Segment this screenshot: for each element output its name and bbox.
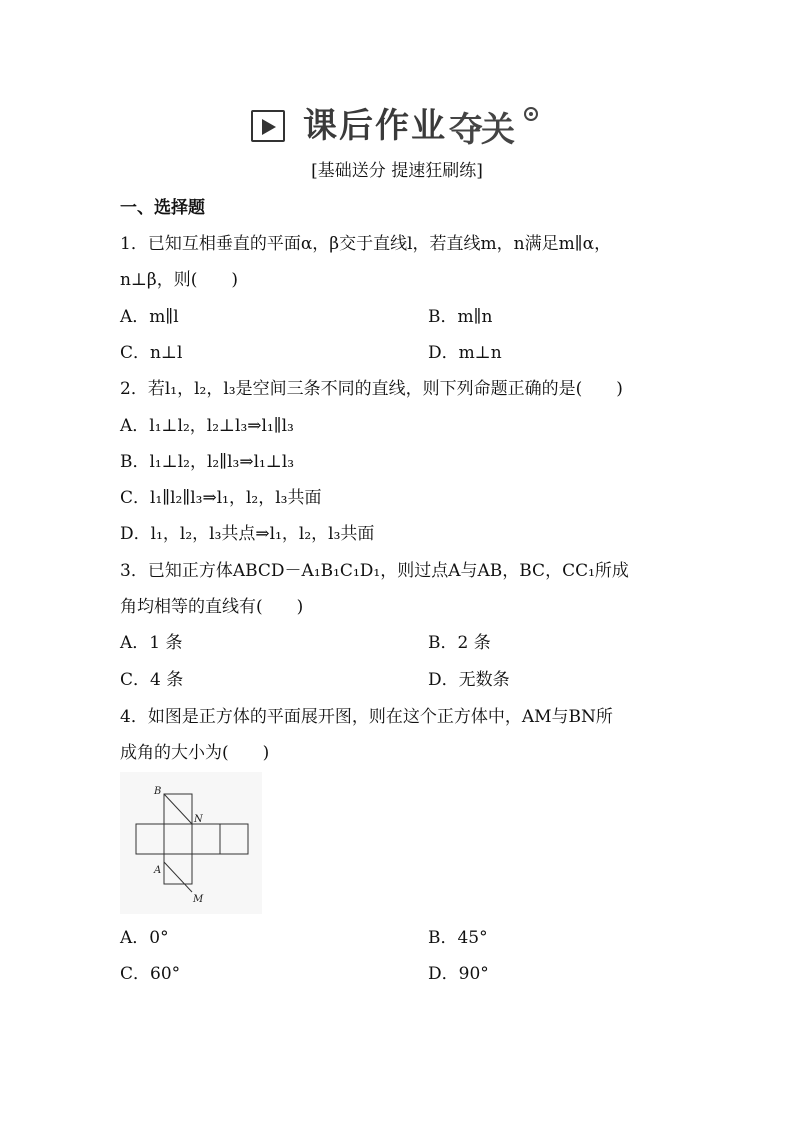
q4-option-b: B．45°	[428, 928, 488, 948]
q3-stem-line1: 3．已知正方体ABCD－A₁B₁C₁D₁，则过点A与AB，BC，CC₁所成	[120, 561, 629, 581]
q1-option-b: B．m∥n	[428, 307, 493, 327]
q1-option-a: A．m∥l	[120, 307, 179, 327]
q2-option-a: A．l₁⊥l₂，l₂⊥l₃⇒l₁∥l₃	[120, 416, 294, 436]
header-title: 课后作业	[303, 106, 447, 146]
q1-stem-line2: n⊥β，则( )	[120, 270, 239, 290]
label-m: M	[193, 894, 204, 905]
q2-option-c: C．l₁∥l₂∥l₃⇒l₁，l₂，l₃共面	[120, 488, 322, 508]
q2-option-b: B．l₁⊥l₂，l₂∥l₃⇒l₁⊥l₃	[120, 452, 295, 472]
cube-net-figure	[120, 772, 262, 914]
label-n: N	[194, 814, 203, 825]
q3-option-a: A．1 条	[120, 633, 183, 653]
q2-option-d: D．l₁，l₂，l₃共点⇒l₁，l₂，l₃共面	[120, 524, 375, 544]
subtitle: [基础送分 提速狂刷练]	[311, 161, 483, 181]
logo-icon	[447, 106, 543, 148]
section-title: 一、选择题	[120, 198, 205, 218]
svg-text:夺关: 夺关	[449, 110, 513, 148]
label-b: B	[154, 786, 162, 797]
page-header	[0, 104, 794, 148]
q1-stem-line1: 1．已知互相垂直的平面α，β交于直线l，若直线m，n满足m∥α，	[120, 234, 612, 254]
q3-option-b: B．2 条	[428, 633, 491, 653]
q4-option-a: A．0°	[120, 928, 169, 948]
q3-option-c: C．4 条	[120, 670, 184, 690]
q1-option-d: D．m⊥n	[428, 343, 502, 363]
q4-option-d: D．90°	[428, 964, 489, 984]
play-icon	[251, 110, 285, 142]
q4-option-c: C．60°	[120, 964, 181, 984]
q4-stem-line1: 4．如图是正方体的平面展开图，则在这个正方体中，AM与BN所	[120, 707, 613, 727]
label-a: A	[154, 865, 162, 876]
q3-option-d: D．无数条	[428, 670, 510, 690]
q1-option-c: C．n⊥l	[120, 343, 183, 363]
q3-stem-line2: 角均相等的直线有( )	[120, 597, 304, 617]
q4-stem-line2: 成角的大小为( )	[120, 743, 270, 763]
q2-stem: 2．若l₁，l₂，l₃是空间三条不同的直线，则下列命题正确的是( )	[120, 379, 623, 399]
